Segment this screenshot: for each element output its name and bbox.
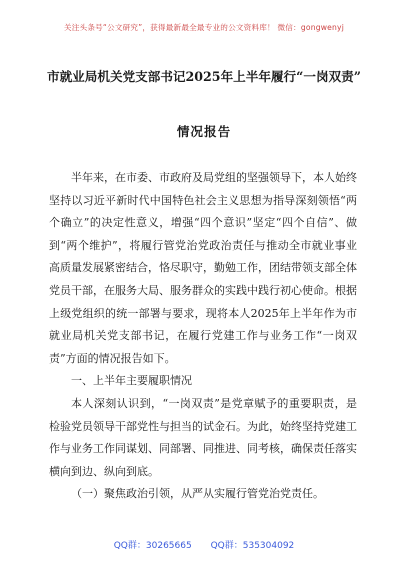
footer-qq-group-2: QQ群：535304092 [210,541,295,551]
section-heading: 一、上半年主要履职情况 [71,374,192,388]
footer-contacts [0,538,408,551]
document-title: 市就业局机关党支部书记2025年上半年履行“一岗双责” [46,69,361,84]
document-body [49,167,357,506]
paragraph-intro: 半年来，在市委、市政府及局党组的坚强领导下，本人始终坚持以习近平新时代中国特色社会主义思想为指导深刻领悟“两个确立”的决定性意义，增强“四个意识”坚定“四个自信”、做到“两个维护”，将履行管党治党政治责任与推动全市就业事业高质量发展紧密结合，恪尽职守，勤勉工作，团结带领支部全体党员干部，在服务大局、服务群众的实践中践行初心使命。根据上级党组织的统一部署与要求，现将本人2025年上半年作为市就业局机关党支部书记，在履行党建工作与业务工作“一岗双责”方面的情况报告如下。 [49,171,357,365]
document-subtitle: 情况报告 [176,124,232,139]
paragraph-section: 本人深刻认识到，“一岗双责”是党章赋予的重要职责，是检验党员领导干部党性与担当的试金石。为此，始终坚持党建工作与业务工作同谋划、同部署、同推进、同考核，确保责任落实横向到边、纵向到底。 [49,396,357,478]
footer-qq-group-1: QQ群：30265665 [113,541,192,551]
top-banner: 关注头条号“公文研究”，获得最新最全最专业的公文资料库！ 微信：gongwenyj [63,23,345,32]
subsection-heading: （一）聚焦政治引领，从严从实履行管党治党责任。 [71,487,324,501]
